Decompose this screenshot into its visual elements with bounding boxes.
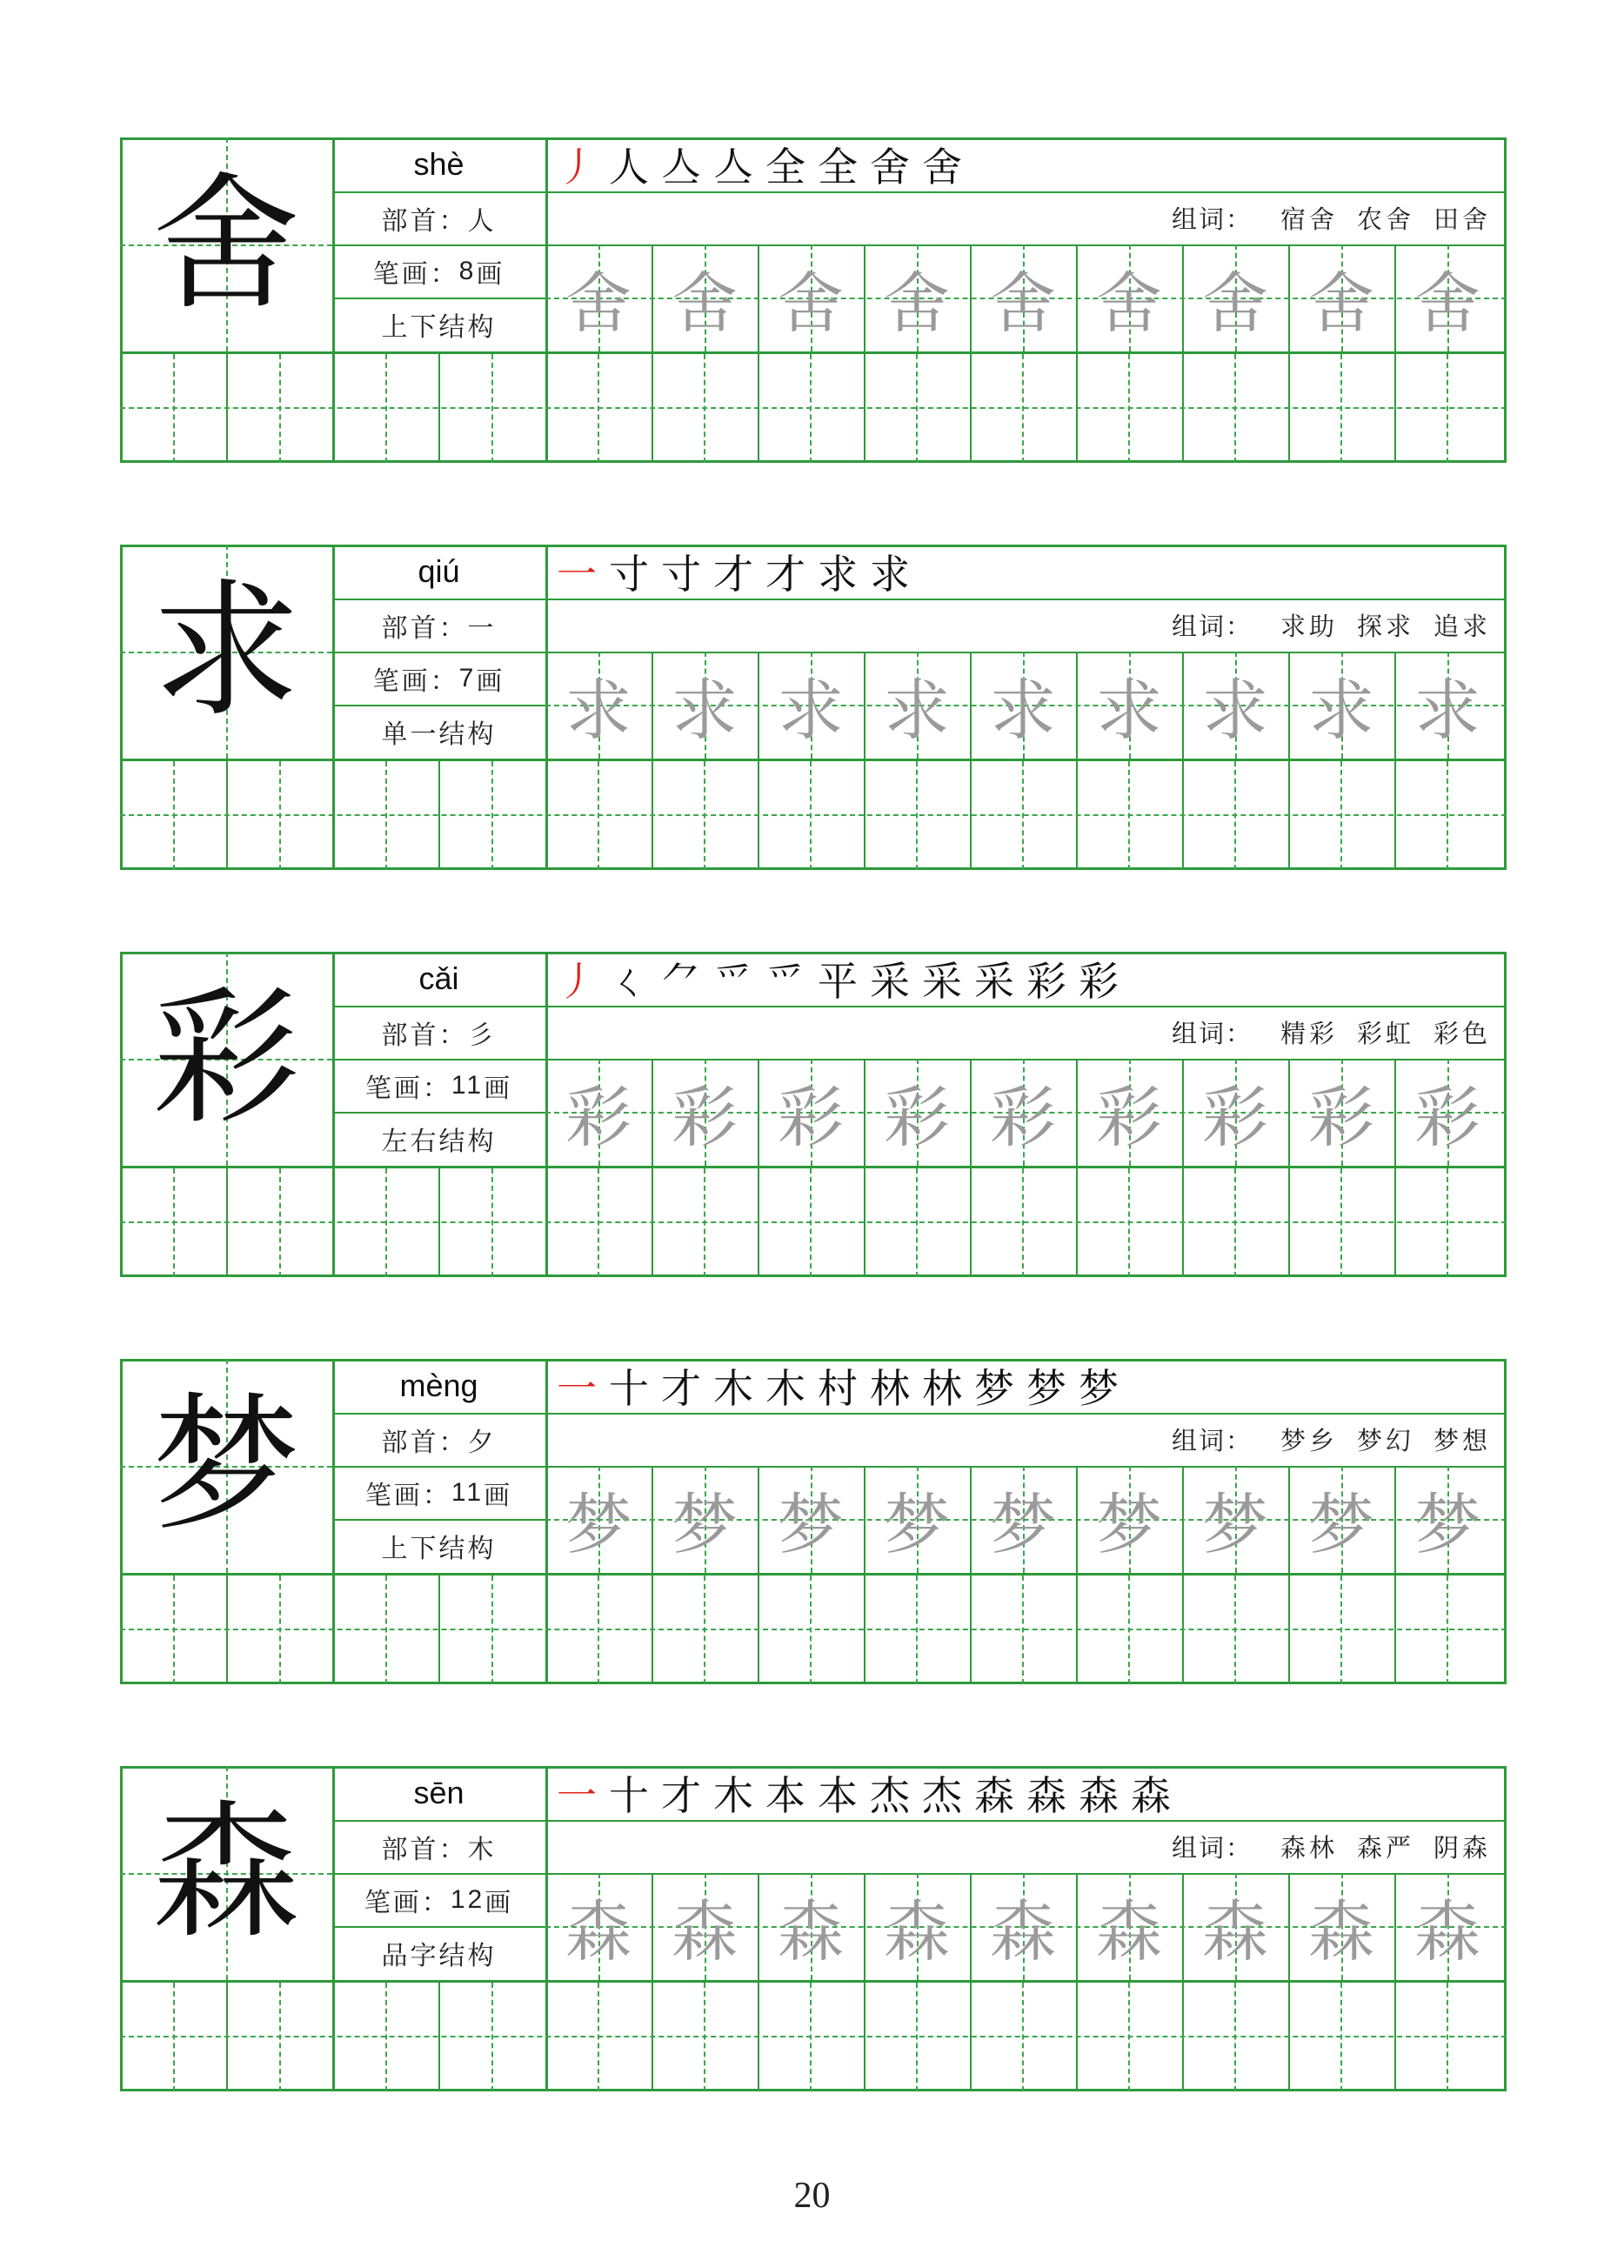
- word: 彩色: [1433, 1019, 1491, 1048]
- stroke-step: 梦: [974, 1365, 1014, 1412]
- structure-info: 左右结构: [381, 1126, 497, 1157]
- radical-label: 部首：: [381, 1020, 468, 1051]
- radical-label: 部首：: [381, 1834, 468, 1865]
- pinyin: mèng: [399, 1368, 478, 1403]
- trace-character: 彩: [672, 1079, 738, 1156]
- character-sheet-2: [120, 545, 1507, 870]
- word: 梦乡: [1280, 1426, 1338, 1455]
- radical-label: 部首：: [381, 205, 468, 237]
- word: 森林: [1280, 1833, 1338, 1863]
- grid-dashed-line: [120, 1629, 1507, 1630]
- words-label: 组词：: [1171, 1426, 1253, 1455]
- stroke-count-value: 11: [451, 1477, 485, 1507]
- word-list: [1172, 191, 1491, 244]
- stroke-step: ㄑ: [609, 958, 649, 1005]
- structure-info: 上下结构: [381, 311, 497, 343]
- word: 田舍: [1433, 204, 1491, 234]
- stroke-step: 爫: [713, 958, 753, 1005]
- radical-label: 部首：: [381, 1427, 468, 1458]
- trace-character: 彩: [1096, 1079, 1162, 1156]
- word-list: [1172, 1413, 1491, 1466]
- grid-line: [120, 1573, 1507, 1576]
- word: 梦想: [1433, 1426, 1491, 1455]
- strokes-suffix: 画: [484, 1480, 513, 1511]
- grid-line: [120, 1980, 1507, 1983]
- main-character: 舍: [151, 158, 300, 331]
- word: 精彩: [1280, 1019, 1338, 1048]
- stroke-step: 采: [870, 958, 910, 1005]
- strokes-suffix: 画: [484, 1073, 513, 1104]
- radical-info: [332, 1413, 545, 1466]
- stroke-step: 梦: [1079, 1365, 1119, 1412]
- stroke-step: 杰: [870, 1772, 910, 1819]
- trace-character: 森: [565, 1893, 632, 1970]
- stroke-count-info: [332, 652, 545, 705]
- trace-character: 求: [778, 672, 844, 749]
- stroke-count-value: 12: [450, 1884, 485, 1914]
- radical-value: 夕: [467, 1427, 497, 1458]
- structure-info: 上下结构: [381, 1533, 497, 1564]
- radical-label: 部首：: [381, 612, 468, 644]
- trace-character: 舍: [672, 264, 738, 342]
- stroke-step: 一: [557, 551, 597, 598]
- trace-character: 梦: [1414, 1486, 1480, 1563]
- page-number: 20: [793, 2176, 831, 2216]
- stroke-step: 彩: [1079, 958, 1119, 1005]
- stroke-step: 森: [974, 1772, 1014, 1819]
- stroke-step: 全: [765, 144, 805, 191]
- stroke-step: 十: [609, 1772, 649, 1819]
- trace-character: 彩: [1202, 1079, 1268, 1156]
- stroke-step: ⺈: [661, 958, 701, 1005]
- stroke-step: 寸: [609, 551, 649, 598]
- trace-character: 求: [1414, 672, 1480, 749]
- stroke-step: 村: [818, 1365, 858, 1412]
- main-character: 森: [151, 1787, 300, 1959]
- trace-character: 彩: [778, 1079, 844, 1156]
- stroke-step: 才: [661, 1365, 701, 1412]
- pinyin: shè: [413, 146, 464, 182]
- trace-character: 舍: [565, 264, 632, 342]
- stroke-step: 全: [818, 144, 858, 191]
- trace-character: 森: [672, 1893, 738, 1970]
- stroke-step: 本: [765, 1772, 805, 1819]
- radical-info: [332, 1006, 545, 1059]
- radical-info: [332, 191, 545, 244]
- trace-character: 舍: [990, 264, 1056, 342]
- radical-info: [332, 1820, 545, 1873]
- word-list: [1172, 1006, 1491, 1059]
- stroke-step: 一: [557, 1772, 597, 1819]
- stroke-step: 亼: [713, 144, 753, 191]
- stroke-step: 森: [1026, 1772, 1066, 1819]
- trace-character: 求: [565, 672, 632, 749]
- stroke-step: 森: [1131, 1772, 1171, 1819]
- stroke-step: 丿: [557, 958, 597, 1005]
- words-label: 组词：: [1171, 612, 1253, 641]
- stroke-count-value: 11: [451, 1070, 485, 1100]
- stroke-count-value: 7: [458, 663, 477, 692]
- stroke-step: 木: [713, 1365, 753, 1412]
- main-character: 彩: [151, 973, 300, 1145]
- stroke-order: [551, 546, 916, 597]
- stroke-count-info: [332, 244, 545, 298]
- strokes-label: 笔画：: [372, 258, 459, 290]
- stroke-order: [551, 953, 1125, 1004]
- trace-character: 求: [1096, 672, 1162, 749]
- structure-info: 品字结构: [381, 1940, 497, 1971]
- grid-dashed-line: [120, 2036, 1507, 2037]
- strokes-label: 笔画：: [364, 1480, 451, 1511]
- trace-character: 求: [1202, 672, 1268, 749]
- grid-line: [120, 1166, 1507, 1168]
- words-label: 组词：: [1171, 1019, 1253, 1048]
- stroke-order: [551, 1768, 1177, 1818]
- stroke-step: 亼: [661, 144, 701, 191]
- trace-character: 求: [672, 672, 738, 749]
- stroke-step: 采: [922, 958, 962, 1005]
- stroke-step: 舍: [922, 144, 962, 191]
- radical-value: 一: [467, 612, 497, 644]
- trace-character: 彩: [565, 1079, 632, 1156]
- word: 梦幻: [1356, 1426, 1414, 1455]
- strokes-suffix: 画: [476, 258, 505, 290]
- pinyin: sēn: [413, 1775, 464, 1810]
- strokes-suffix: 画: [476, 666, 505, 697]
- trace-character: 森: [1096, 1893, 1162, 1970]
- trace-character: 舍: [1414, 264, 1480, 342]
- stroke-order: [551, 139, 968, 190]
- trace-character: 彩: [1308, 1079, 1374, 1156]
- word: 求助: [1280, 612, 1338, 641]
- radical-value: 人: [467, 205, 497, 237]
- strokes-label: 笔画：: [372, 666, 459, 697]
- strokes-suffix: 画: [485, 1887, 514, 1918]
- stroke-step: 爫: [765, 958, 805, 1005]
- stroke-step: 木: [713, 1772, 753, 1819]
- trace-character: 梦: [565, 1486, 632, 1563]
- word: 森严: [1356, 1833, 1414, 1863]
- stroke-step: 杰: [922, 1772, 962, 1819]
- character-sheet-4: [120, 1359, 1507, 1684]
- word: 追求: [1433, 612, 1491, 641]
- grid-dashed-line: [120, 814, 1507, 816]
- grid-line: [120, 759, 1507, 761]
- main-character: 求: [151, 565, 300, 738]
- trace-character: 梦: [672, 1486, 738, 1563]
- grid-line: [120, 351, 1507, 354]
- stroke-step: 才: [661, 1772, 701, 1819]
- stroke-step: 求: [818, 551, 858, 598]
- word-list: [1172, 599, 1491, 652]
- trace-character: 森: [884, 1893, 950, 1970]
- word: 农舍: [1356, 204, 1414, 234]
- strokes-label: 笔画：: [364, 1887, 451, 1918]
- character-sheet-5: [120, 1766, 1507, 2091]
- stroke-step: 采: [974, 958, 1014, 1005]
- stroke-count-info: [332, 1873, 545, 1926]
- word: 宿舍: [1280, 204, 1338, 234]
- stroke-step: 林: [922, 1365, 962, 1412]
- stroke-count-value: 8: [458, 256, 477, 285]
- character-sheet-1: [120, 137, 1507, 463]
- stroke-step: 平: [818, 958, 858, 1005]
- strokes-label: 笔画：: [364, 1073, 451, 1104]
- stroke-step: 林: [870, 1365, 910, 1412]
- main-character: 梦: [151, 1380, 300, 1552]
- trace-character: 求: [884, 672, 950, 749]
- trace-character: 彩: [884, 1079, 950, 1156]
- trace-character: 彩: [990, 1079, 1056, 1156]
- trace-character: 森: [1414, 1893, 1480, 1970]
- stroke-count-info: [332, 1466, 545, 1519]
- trace-character: 森: [1308, 1893, 1374, 1970]
- stroke-step: 本: [818, 1772, 858, 1819]
- trace-character: 梦: [1096, 1486, 1162, 1563]
- stroke-step: 十: [609, 1365, 649, 1412]
- grid-dashed-line: [120, 1221, 1507, 1223]
- grid-dashed-line: [120, 407, 1507, 409]
- stroke-step: 梦: [1026, 1365, 1066, 1412]
- structure-info: 单一结构: [381, 719, 497, 750]
- trace-character: 舍: [1096, 264, 1162, 342]
- trace-character: 森: [990, 1893, 1056, 1970]
- word-list: [1172, 1820, 1491, 1873]
- trace-character: 彩: [1414, 1079, 1480, 1156]
- word: 探求: [1356, 612, 1414, 641]
- stroke-step: 舍: [870, 144, 910, 191]
- trace-character: 舍: [1202, 264, 1268, 342]
- trace-character: 舍: [1308, 264, 1374, 342]
- stroke-step: 一: [557, 1365, 597, 1412]
- words-label: 组词：: [1171, 1833, 1253, 1863]
- trace-character: 梦: [1202, 1486, 1268, 1563]
- trace-character: 舍: [778, 264, 844, 342]
- stroke-step: 森: [1079, 1772, 1119, 1819]
- words-label: 组词：: [1171, 204, 1253, 234]
- stroke-step: 寸: [661, 551, 701, 598]
- word: 阴森: [1433, 1833, 1491, 1863]
- trace-character: 梦: [884, 1486, 950, 1563]
- trace-character: 求: [990, 672, 1056, 749]
- trace-character: 梦: [778, 1486, 844, 1563]
- word: 彩虹: [1356, 1019, 1414, 1048]
- pinyin: cǎi: [418, 960, 459, 996]
- trace-character: 梦: [990, 1486, 1056, 1563]
- stroke-step: 人: [609, 144, 649, 191]
- stroke-order: [551, 1361, 1125, 1411]
- trace-character: 舍: [884, 264, 950, 342]
- stroke-step: 丿: [557, 144, 597, 191]
- trace-character: 森: [778, 1893, 844, 1970]
- stroke-step: 求: [870, 551, 910, 598]
- radical-value: 彡: [467, 1020, 497, 1051]
- stroke-step: 彩: [1026, 958, 1066, 1005]
- stroke-step: 才: [765, 551, 805, 598]
- stroke-step: 才: [713, 551, 753, 598]
- stroke-step: 木: [765, 1365, 805, 1412]
- stroke-count-info: [332, 1059, 545, 1112]
- trace-character: 梦: [1308, 1486, 1374, 1563]
- radical-value: 木: [467, 1834, 497, 1865]
- radical-info: [332, 599, 545, 652]
- character-sheet-3: [120, 952, 1507, 1277]
- trace-character: 森: [1202, 1893, 1268, 1970]
- trace-character: 求: [1308, 672, 1374, 749]
- pinyin: qiú: [418, 553, 460, 589]
